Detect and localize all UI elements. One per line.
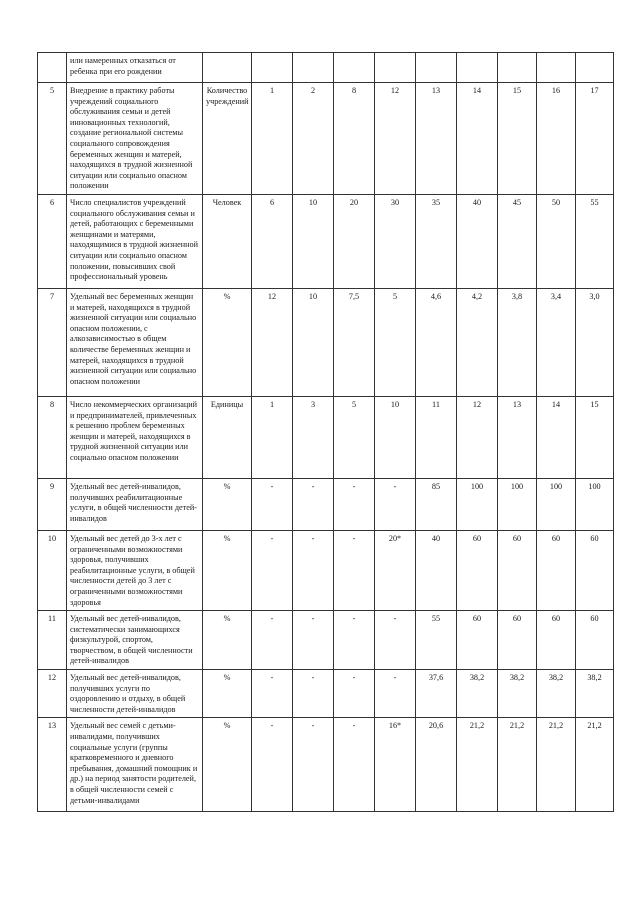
unit-of-measure: %	[203, 718, 252, 812]
year-value: 13	[498, 396, 537, 478]
year-value: 21,2	[537, 718, 576, 812]
year-value: 30	[375, 194, 416, 288]
year-value: -	[293, 670, 334, 718]
year-value: 40	[416, 530, 457, 610]
row-number: 8	[38, 396, 67, 478]
year-value: -	[293, 530, 334, 610]
year-value: 15	[498, 83, 537, 195]
year-value: -	[252, 670, 293, 718]
indicators-table-body	[38, 53, 614, 812]
year-value: 38,2	[576, 670, 614, 718]
year-value: 4,2	[457, 288, 498, 396]
row-number: 9	[38, 478, 67, 530]
year-value: -	[334, 611, 375, 670]
row-number: 6	[38, 194, 67, 288]
row-number: 11	[38, 611, 67, 670]
year-value	[375, 53, 416, 83]
year-value: 21,2	[576, 718, 614, 812]
year-value: 4,6	[416, 288, 457, 396]
year-value: 10	[293, 288, 334, 396]
year-value: -	[375, 611, 416, 670]
table-row	[38, 718, 614, 812]
year-value: -	[252, 478, 293, 530]
row-number: 5	[38, 83, 67, 195]
year-value	[537, 53, 576, 83]
year-value: 12	[252, 288, 293, 396]
indicator-description: Удельный вес детей-инвалидов, получивших услуги по оздоровлению и отдыху, в общей численности детей-инвалидов	[67, 670, 203, 718]
year-value: 1	[252, 396, 293, 478]
year-value: -	[334, 478, 375, 530]
year-value: -	[334, 718, 375, 812]
unit-of-measure: Количество учреждений	[203, 83, 252, 195]
year-value	[293, 53, 334, 83]
row-number: 13	[38, 718, 67, 812]
year-value: 85	[416, 478, 457, 530]
unit-of-measure: %	[203, 288, 252, 396]
table-row	[38, 53, 614, 83]
year-value: 55	[416, 611, 457, 670]
year-value: -	[293, 718, 334, 812]
year-value: 20*	[375, 530, 416, 610]
year-value: 50	[537, 194, 576, 288]
year-value: 60	[498, 611, 537, 670]
year-value: -	[293, 478, 334, 530]
year-value: 5	[334, 396, 375, 478]
year-value: 37,6	[416, 670, 457, 718]
year-value: 16	[537, 83, 576, 195]
table-row	[38, 670, 614, 718]
year-value: 100	[537, 478, 576, 530]
year-value: 100	[498, 478, 537, 530]
year-value: -	[293, 611, 334, 670]
year-value: 60	[457, 530, 498, 610]
year-value: 60	[498, 530, 537, 610]
year-value: 100	[576, 478, 614, 530]
unit-of-measure: %	[203, 478, 252, 530]
table-row	[38, 478, 614, 530]
unit-of-measure: %	[203, 611, 252, 670]
year-value: 35	[416, 194, 457, 288]
indicator-description: Удельный вес детей до 3-х лет с ограниченными возможностями здоровья, получивших реабилитационные услуги, в общей численности детей до 3 лет с ограниченными возможностями здоровья	[67, 530, 203, 610]
table-row	[38, 396, 614, 478]
year-value: 17	[576, 83, 614, 195]
year-value	[334, 53, 375, 83]
table-row	[38, 530, 614, 610]
year-value: -	[252, 718, 293, 812]
indicator-description: Число специалистов учреждений социального обслуживания семьи и детей, работающих с беременными женщинами и матерями, находящимися в трудной жизненной ситуации или социально опасном положении, повысивших свой профессиональный уровень	[67, 194, 203, 288]
year-value: 60	[576, 611, 614, 670]
year-value: 16*	[375, 718, 416, 812]
table-row	[38, 194, 614, 288]
year-value: 100	[457, 478, 498, 530]
year-value: 60	[576, 530, 614, 610]
unit-of-measure	[203, 53, 252, 83]
row-number: 7	[38, 288, 67, 396]
year-value: 14	[457, 83, 498, 195]
year-value: 3,8	[498, 288, 537, 396]
unit-of-measure: Единицы	[203, 396, 252, 478]
year-value: 14	[537, 396, 576, 478]
year-value: -	[334, 670, 375, 718]
unit-of-measure: %	[203, 530, 252, 610]
year-value: 6	[252, 194, 293, 288]
indicator-description: Внедрение в практику работы учреждений социального обслуживания семьи и детей инновационных технологий, создание региональной системы социального сопровождения беременных женщин и матерей, находящихся в трудной жизненной ситуации или социально опасном положении	[67, 83, 203, 195]
year-value: 7,5	[334, 288, 375, 396]
year-value: -	[334, 530, 375, 610]
year-value: 12	[375, 83, 416, 195]
year-value: 60	[537, 611, 576, 670]
year-value: -	[252, 530, 293, 610]
year-value: 38,2	[537, 670, 576, 718]
table-row	[38, 611, 614, 670]
year-value	[252, 53, 293, 83]
year-value: 10	[375, 396, 416, 478]
year-value: 3	[293, 396, 334, 478]
unit-of-measure: %	[203, 670, 252, 718]
indicator-description: Удельный вес детей-инвалидов, получивших реабилитационные услуги, в общей численности детей-инвалидов	[67, 478, 203, 530]
year-value: 2	[293, 83, 334, 195]
indicator-description: Удельный вес семей с детьми-инвалидами, получивших социальные услуги (группы кратковременного и дневного пребывания, домашний помощник и др.) на период занятости родителей, в общей численности семей с детьми-инвалидами	[67, 718, 203, 812]
indicator-description: Удельный вес детей-инвалидов, систематически занимающихся физкультурой, спортом, творчеством, в общей численности детей-инвалидов	[67, 611, 203, 670]
year-value	[416, 53, 457, 83]
year-value: -	[375, 478, 416, 530]
year-value: -	[375, 670, 416, 718]
year-value: 20,6	[416, 718, 457, 812]
row-number	[38, 53, 67, 83]
year-value	[498, 53, 537, 83]
year-value: 21,2	[498, 718, 537, 812]
year-value: 1	[252, 83, 293, 195]
year-value: 21,2	[457, 718, 498, 812]
table-row	[38, 83, 614, 195]
indicator-description: Число некоммерческих организаций и предпринимателей, привлеченных к решению проблем беременных женщин и матерей, находящихся в трудной жизненной ситуации или социально опасном положении	[67, 396, 203, 478]
table-row	[38, 288, 614, 396]
indicators-table	[37, 52, 614, 812]
year-value: 15	[576, 396, 614, 478]
year-value: 38,2	[498, 670, 537, 718]
year-value: 3,4	[537, 288, 576, 396]
year-value: 38,2	[457, 670, 498, 718]
unit-of-measure: Человек	[203, 194, 252, 288]
year-value: 3,0	[576, 288, 614, 396]
year-value: 5	[375, 288, 416, 396]
year-value: -	[252, 611, 293, 670]
year-value: 45	[498, 194, 537, 288]
year-value	[457, 53, 498, 83]
year-value: 12	[457, 396, 498, 478]
year-value	[576, 53, 614, 83]
row-number: 12	[38, 670, 67, 718]
year-value: 60	[457, 611, 498, 670]
indicator-description: или намеренных отказаться от ребенка при его рождении	[67, 53, 203, 83]
year-value: 10	[293, 194, 334, 288]
year-value: 40	[457, 194, 498, 288]
indicator-description: Удельный вес беременных женщин и матерей, находящихся в трудной жизненной ситуации или социально опасном положении, с алкозависимостью в общем количестве беременных женщин и матерей, находящихся в трудной жизненной ситуации или социально опасном положении	[67, 288, 203, 396]
year-value: 8	[334, 83, 375, 195]
year-value: 13	[416, 83, 457, 195]
year-value: 60	[537, 530, 576, 610]
year-value: 20	[334, 194, 375, 288]
row-number: 10	[38, 530, 67, 610]
year-value: 55	[576, 194, 614, 288]
year-value: 11	[416, 396, 457, 478]
